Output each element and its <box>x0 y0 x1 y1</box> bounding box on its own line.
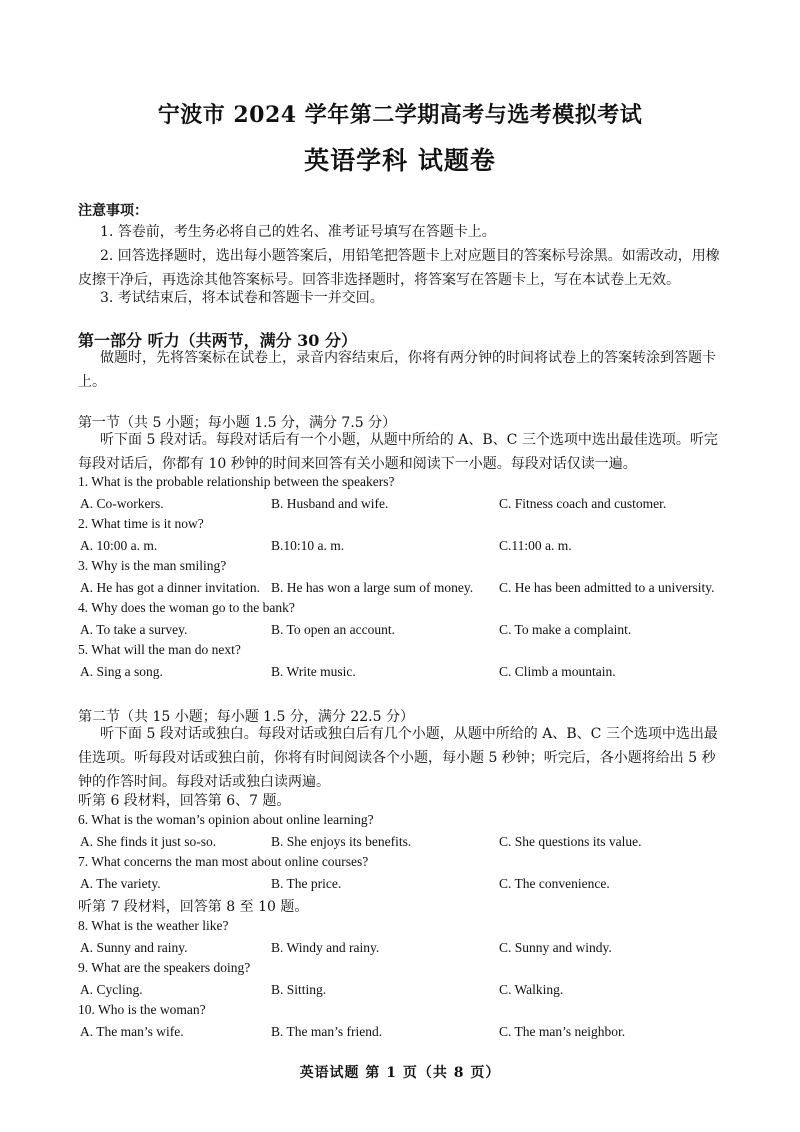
section1-heading: 第一节（共 5 小题；每小题 1.5 分，满分 7.5 分） <box>78 415 397 431</box>
option-a: A. Sing a song. <box>80 664 163 679</box>
option-b: B. She enjoys its benefits. <box>271 834 412 849</box>
option-a: A. To take a survey. <box>80 622 188 637</box>
option-c: C. Walking. <box>499 982 564 997</box>
option-b: B. Windy and rainy. <box>271 940 380 955</box>
question-8: 8. What is the weather like? <box>78 918 229 933</box>
option-b: B. Write music. <box>271 664 356 679</box>
option-a: A. He has got a dinner invitation. <box>80 580 260 595</box>
option-a: A. Co-workers. <box>80 496 164 511</box>
part1-heading: 第一部分 听力（共两节，满分 30 分） <box>78 331 357 350</box>
notice-item-1: 1. 答卷前，考生务必将自己的姓名、准考证号填写在答题卡上。 <box>100 224 496 240</box>
option-a: A. The man’s wife. <box>80 1024 184 1039</box>
section2-instruction: 听下面 5 段对话或独白。每段对话或独白后有几个小题，从题中所给的 A、B、C 三个选项中选出最佳选项。听每段对话或独白前，你将有时间阅读各个小题，每小题 5 秒钟；听完后，各小题将给出 5 秒钟的作答时间。每段对话或独白读两遍。 <box>78 726 718 790</box>
question-6: 6. What is the woman’s opinion about online learning? <box>78 812 374 827</box>
exam-title: 宁波市 2024 学年第二学期高考与选考模拟考试 <box>157 102 643 128</box>
question-2: 2. What time is it now? <box>78 516 204 531</box>
material-6-note: 听第 6 段材料，回答第 6、7 题。 <box>78 793 291 809</box>
option-c: C. Sunny and windy. <box>499 940 612 955</box>
option-c: C. Climb a mountain. <box>499 664 616 679</box>
option-b: B.10:10 a. m. <box>271 538 345 553</box>
notice-heading: 注意事项： <box>78 203 148 219</box>
option-b: B. The price. <box>271 876 342 891</box>
option-c: C. He has been admitted to a university. <box>499 580 715 595</box>
option-a: A. 10:00 a. m. <box>80 538 158 553</box>
material-7-note: 听第 7 段材料，回答第 8 至 10 题。 <box>78 899 309 915</box>
option-c: C.11:00 a. m. <box>499 538 572 553</box>
option-a: A. Sunny and rainy. <box>80 940 188 955</box>
option-a: A. She finds it just so-so. <box>80 834 217 849</box>
question-10: 10. Who is the woman? <box>78 1002 206 1017</box>
option-a: A. Cycling. <box>80 982 143 997</box>
question-9: 9. What are the speakers doing? <box>78 960 251 975</box>
part1-instruction: 做题时，先将答案标在试卷上，录音内容结束后，你将有两分钟的时间将试卷上的答案转涂到答题卡上。 <box>78 350 716 390</box>
notice-item-3: 3. 考试结束后，将本试卷和答题卡一并交回。 <box>100 290 384 306</box>
option-c: C. Fitness coach and customer. <box>499 496 667 511</box>
option-c: C. She questions its value. <box>499 834 642 849</box>
section1-instruction: 听下面 5 段对话。每段对话后有一个小题，从题中所给的 A、B、C 三个选项中选出最佳选项。听完每段对话后，你都有 10 秒钟的时间来回答有关小题和阅读下一小题。每段对话仅读一遍。 <box>78 432 718 472</box>
option-b: B. To open an account. <box>271 622 396 637</box>
option-c: C. The convenience. <box>499 876 610 891</box>
option-b: B. He has won a large sum of money. <box>271 580 474 595</box>
page-footer: 英语试题 第 1 页（共 8 页） <box>299 1065 501 1081</box>
option-b: B. Sitting. <box>271 982 327 997</box>
question-4: 4. Why does the woman go to the bank? <box>78 600 295 615</box>
option-c: C. To make a complaint. <box>499 622 632 637</box>
section2-heading: 第二节（共 15 小题；每小题 1.5 分，满分 22.5 分） <box>78 709 414 725</box>
option-b: B. Husband and wife. <box>271 496 389 511</box>
option-c: C. The man’s neighbor. <box>499 1024 626 1039</box>
question-5: 5. What will the man do next? <box>78 642 241 657</box>
option-a: A. The variety. <box>80 876 161 891</box>
question-3: 3. Why is the man smiling? <box>78 558 227 573</box>
exam-subtitle: 英语学科 试题卷 <box>304 146 496 175</box>
option-b: B. The man’s friend. <box>271 1024 383 1039</box>
question-7: 7. What concerns the man most about online courses? <box>78 854 369 869</box>
notice-item-2: 2. 回答选择题时，选出每小题答案后，用铅笔把答题卡上对应题目的答案标号涂黑。如需改动，用橡皮擦干净后，再选涂其他答案标号。回答非选择题时，将答案写在答题卡上，写在本试卷上无效。 <box>78 248 720 288</box>
question-1: 1. What is the probable relationship between the speakers? <box>78 474 395 489</box>
